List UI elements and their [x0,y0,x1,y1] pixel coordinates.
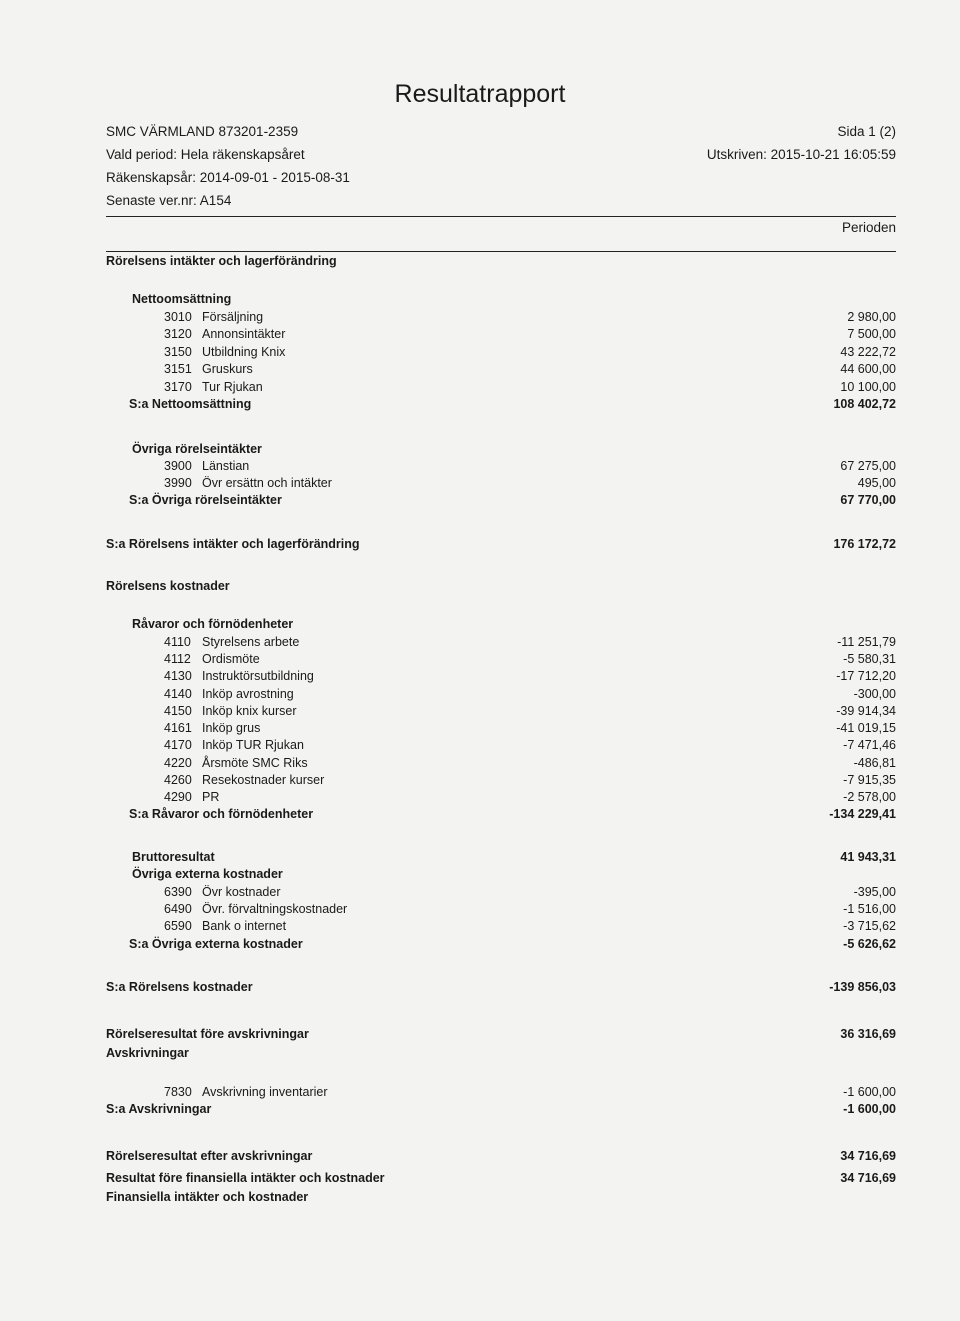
group-label: Övriga rörelseintäkter [132,442,262,456]
amount: 2 980,00 [847,310,896,324]
account-code: 3010 [164,310,192,324]
amount: 41 943,31 [840,850,896,864]
group-row [0,866,960,883]
account-code: 4110 [164,635,191,649]
account-name: Årsmöte SMC Riks [202,756,308,770]
total-row [0,1170,960,1187]
account-code: 3170 [164,380,192,394]
account-code: 4150 [164,704,192,718]
section-label: Rörelsens kostnader [106,579,230,593]
total-label: S:a Avskrivningar [106,1102,212,1116]
account-name: Gruskurs [202,362,253,376]
group-label: Bruttoresultat [132,850,215,864]
account-row [0,703,960,720]
account-name: Annonsintäkter [202,327,286,341]
account-row [0,1084,960,1101]
account-code: 3990 [164,476,192,490]
account-name: Inköp TUR Rjukan [202,738,304,752]
account-row [0,326,960,343]
subtotal-row [0,806,960,823]
amount: -5 580,31 [843,652,896,666]
subtotal-row [0,396,960,413]
section-label: Rörelsens intäkter och lagerförändring [106,254,337,268]
account-code: 6590 [164,919,192,933]
amount: -7 915,35 [843,773,896,787]
account-code: 4170 [164,738,192,752]
account-code: 6390 [164,885,192,899]
total-row [0,979,960,996]
amount: 495,00 [857,476,896,490]
subtotal-row [0,936,960,953]
account-name: Inköp knix kurser [202,704,297,718]
amount: 36 316,69 [840,1027,896,1041]
total-row [0,1148,960,1165]
total-label: S:a Rörelsens intäkter och lagerförändring [106,537,360,551]
amount: 44 600,00 [840,362,896,376]
amount: -139 856,03 [829,980,896,994]
group-row [0,441,960,458]
amount: -39 914,34 [836,704,896,718]
report-title: Resultatrapport [394,80,566,108]
fiscal-year: Räkenskapsår: 2014-09-01 - 2015-08-31 [106,170,350,185]
amount: 34 716,69 [840,1171,896,1185]
account-name: Resekostnader kurser [202,773,325,787]
amount: -3 715,62 [843,919,896,933]
subtotal-label: S:a Övriga externa kostnader [129,937,303,951]
amount: -5 626,62 [843,937,896,951]
account-name: Bank o internet [202,919,287,933]
account-row [0,668,960,685]
column-header-period: Perioden [841,220,896,235]
page-number: Sida 1 (2) [837,124,896,139]
account-code: 3120 [164,327,192,341]
account-code: 4220 [164,756,192,770]
subtotal-label: S:a Råvaror och förnödenheter [129,807,314,821]
group-label: Övriga externa kostnader [132,867,283,881]
account-name: Avskrivning inventarier [202,1085,328,1099]
total-row [0,1101,960,1118]
amount: -11 251,79 [837,635,896,649]
amount: 43 222,72 [840,345,896,359]
account-name: Försäljning [202,310,264,324]
account-row [0,884,960,901]
account-code: 4161 [164,721,192,735]
account-name: Styrelsens arbete [202,635,300,649]
account-name: Ordismöte [202,652,260,666]
subtotal-label: S:a Övriga rörelseintäkter [129,493,282,507]
printed-timestamp: Utskriven: 2015-10-21 16:05:59 [706,147,896,162]
account-code: 3151 [164,362,192,376]
total-row [0,1045,960,1062]
amount: -300,00 [853,687,896,701]
account-row [0,458,960,475]
total-label: Resultat före finansiella intäkter och kostnader [106,1171,385,1185]
account-row [0,789,960,806]
account-code: 3150 [164,345,192,359]
account-name: Tur Rjukan [202,380,263,394]
amount: -41 019,15 [836,721,896,735]
account-row [0,634,960,651]
account-code: 7830 [164,1085,192,1099]
amount: 67 275,00 [840,459,896,473]
group-row [0,849,960,866]
total-label: Finansiella intäkter och kostnader [106,1190,309,1204]
account-row [0,901,960,918]
account-name: Övr kostnader [202,885,281,899]
header-rule-bottom [106,251,896,252]
header-rule-top [106,216,896,217]
account-row [0,344,960,361]
amount: -17 712,20 [836,669,896,683]
account-code: 4112 [164,652,191,666]
account-row [0,379,960,396]
latest-version: Senaste ver.nr: A154 [106,193,232,208]
account-name: Övr. förvaltningskostnader [202,902,348,916]
section-row [0,253,960,270]
account-name: Länstian [202,459,250,473]
account-name: Inköp grus [202,721,261,735]
account-row [0,720,960,737]
account-row [0,309,960,326]
amount: 108 402,72 [833,397,896,411]
subtotal-label: S:a Nettoomsättning [129,397,252,411]
amount: 34 716,69 [840,1149,896,1163]
amount: 67 770,00 [840,493,896,507]
total-label: Avskrivningar [106,1046,189,1060]
group-row [0,291,960,308]
amount: 10 100,00 [840,380,896,394]
amount: -1 516,00 [843,902,896,916]
amount: 176 172,72 [833,537,896,551]
amount: -395,00 [853,885,896,899]
account-row [0,737,960,754]
amount: -1 600,00 [843,1102,896,1116]
total-label: S:a Rörelsens kostnader [106,980,253,994]
account-code: 4260 [164,773,192,787]
account-name: PR [202,790,220,804]
account-row [0,918,960,935]
account-name: Övr ersättn och intäkter [202,476,332,490]
account-row [0,651,960,668]
account-code: 6490 [164,902,192,916]
group-label: Råvaror och förnödenheter [132,617,294,631]
account-row [0,361,960,378]
amount: -486,81 [853,756,896,770]
amount: -1 600,00 [843,1085,896,1099]
total-row [0,536,960,553]
account-name: Instruktörsutbildning [202,669,314,683]
account-code: 4130 [164,669,192,683]
selected-period: Vald period: Hela räkenskapsåret [106,147,305,162]
group-label: Nettoomsättning [132,292,232,306]
company-name: SMC VÄRMLAND 873201-2359 [106,124,299,139]
account-row [0,755,960,772]
amount: 7 500,00 [847,327,896,341]
group-row [0,616,960,633]
account-code: 4140 [164,687,192,701]
account-code: 3900 [164,459,192,473]
section-row [0,578,960,595]
amount: -134 229,41 [829,807,896,821]
account-row [0,772,960,789]
total-row [0,1026,960,1043]
account-name: Utbildning Knix [202,345,286,359]
account-name: Inköp avrostning [202,687,294,701]
total-label: Rörelseresultat efter avskrivningar [106,1149,313,1163]
subtotal-row [0,492,960,509]
account-code: 4290 [164,790,192,804]
total-row [0,1189,960,1206]
account-row [0,686,960,703]
amount: -7 471,46 [843,738,896,752]
account-row [0,475,960,492]
amount: -2 578,00 [843,790,896,804]
total-label: Rörelseresultat före avskrivningar [106,1027,309,1041]
